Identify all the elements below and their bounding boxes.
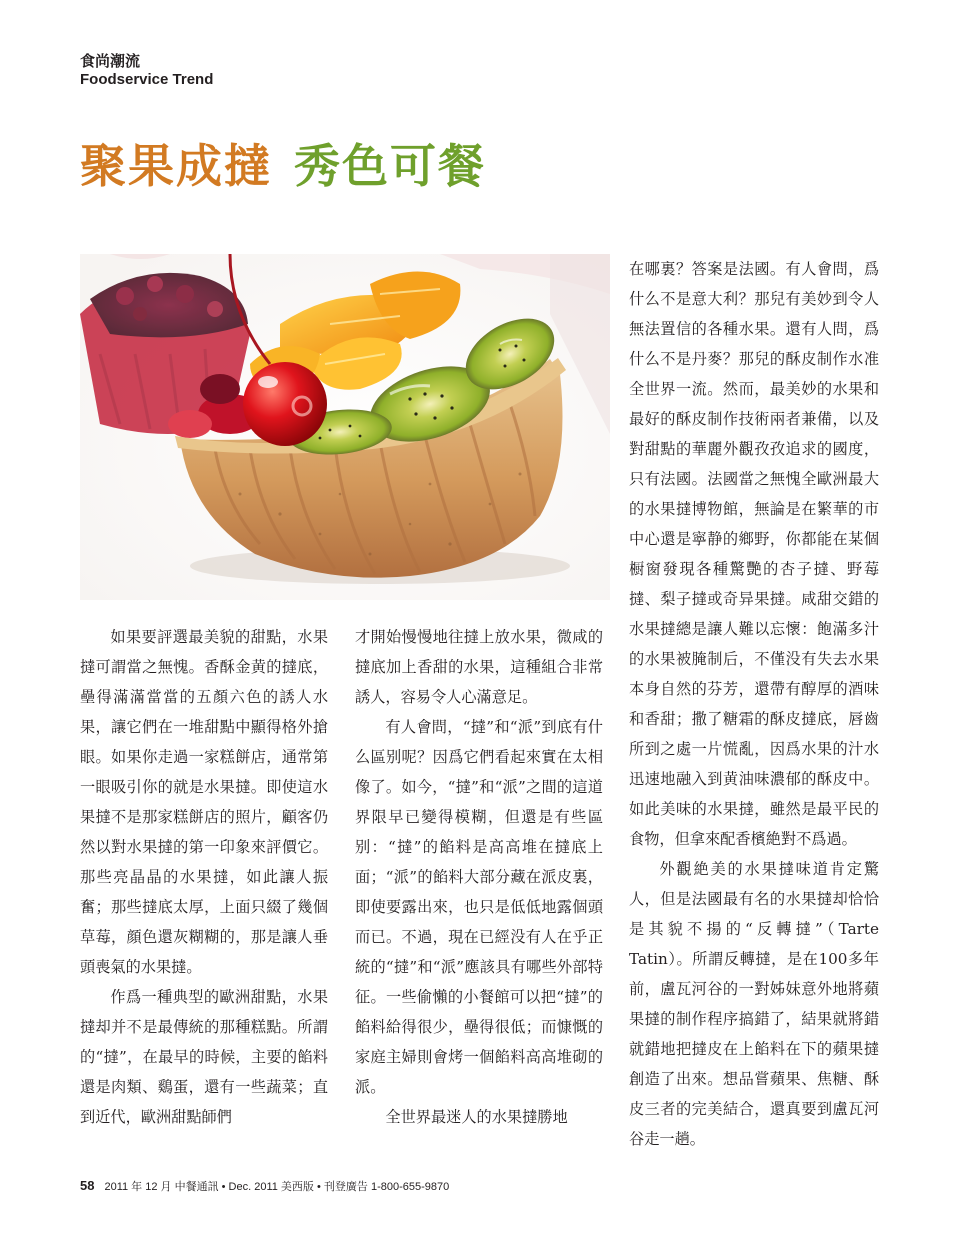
article-headline (80, 130, 486, 196)
paragraph: 如果要評選最美貌的甜點，水果撻可謂當之無愧。香酥金黄的撻底，壘得滿滿當當的五顏六色的誘人水果，讓它們在一堆甜點中顯得格外搶眼。如果你走過一家糕餅店，通常第一眼吸引你的就是水果撻。即使這水果撻不是那家糕餅店的照片，顧客仍然以對水果撻的第一印象來評價它。那些亮晶晶的水果撻，如此讓人振奮；那些撻底太厚，上面只綴了幾個草莓，顔色還灰糊糊的，那是讓人垂頭喪氣的水果撻。 (80, 628, 328, 976)
footer-info: 2011 年 12 月 中餐通訊 • Dec. 2011 美西版 • 刊登廣告 1-800-655-9870 (104, 1181, 450, 1193)
page-number: 58 (80, 1178, 95, 1193)
article-column-1 (80, 622, 328, 1132)
paragraph: 在哪裏？答案是法國。有人會問，爲什么不是意大利？那兒有美妙到令人無法置信的各種水果。還有人問，爲什么不是丹麥？那兒的酥皮制作水准全世界一流。然而，最美妙的水果和最好的酥皮制作技術兩者兼備，以及對甜點的華麗外觀孜孜追求的國度，只有法國。法國當之無愧全歐洲最大的水果撻博物館，無論是在繁華的市中心還是寧静的鄉野，你都能在某個橱窗發現各種驚艷的杏子撻、野莓撻、梨子撻或奇异果撻。咸甜交錯的水果撻總是讓人難以忘懷：飽滿多汁的水果被腌制后，不僅没有失去水果本身自然的芬芳，還帶有醇厚的酒味和香甜；撒了糖霜的酥皮撻底，唇齒所到之處一片慌亂，因爲水果的汁水迅速地融入到黄油味濃郁的酥皮中。如此美味的水果撻，雖然是最平民的食物，但拿來配香檳絶對不爲過。 (629, 260, 879, 848)
paragraph: 全世界最迷人的水果撻勝地 (385, 1108, 568, 1126)
fruit-tart-photo (80, 254, 610, 600)
section-title-en: Foodservice Trend (80, 71, 214, 88)
headline-part-2: 秀色可餐 (294, 139, 486, 193)
article-column-2 (355, 622, 603, 1132)
article-column-3 (629, 254, 879, 1154)
fruit-tart-illustration (80, 254, 610, 600)
paragraph: 才開始慢慢地往撻上放水果，微咸的撻底加上香甜的水果，這種組合非常誘人，容易令人心滿意足。 (355, 628, 603, 706)
page-footer (80, 1178, 449, 1194)
paragraph: 有人會問，“撻”和“派”到底有什么區别呢？因爲它們看起來實在太相像了。如今，“撻”和“派”之間的這道界限早已變得模糊，但還是有些區别：“撻”的餡料是高高堆在撻底上面；“派”的餡料大部分藏在派皮裏，即使要露出來，也只是低低地露個頭而已。不過，現在已經没有人在乎正統的“撻”和“派”應該具有哪些外部特征。一些偷懶的小餐館可以把“撻”的餡料給得很少，壘得很低；而慷慨的家庭主婦則會烤一個餡料高高堆砌的派。 (355, 718, 603, 1096)
headline-part-1: 聚果成撻 (80, 139, 272, 193)
paragraph: 作爲一種典型的歐洲甜點，水果撻却并不是最傳統的那種糕點。所謂的“撻”，在最早的時候，主要的餡料還是肉類、鷄蛋，還有一些蔬菜；直到近代，歐洲甜點師們 (80, 988, 328, 1126)
paragraph: 外觀絶美的水果撻味道肯定驚人，但是法國最有名的水果撻却恰恰是其貌不揚的“反轉撻”（Tarte Tatin）。所謂反轉撻，是在100多年前，盧瓦河谷的一對姊妹意外地將蘋果撻的制作程序搞錯了，結果就將錯就錯地把撻皮在上餡料在下的蘋果撻創造了出來。想品嘗蘋果、焦糖、酥皮三者的完美結合，還真要到盧瓦河谷走一趟。 (629, 860, 879, 1148)
section-title-zh: 食尚潮流 (80, 52, 141, 70)
